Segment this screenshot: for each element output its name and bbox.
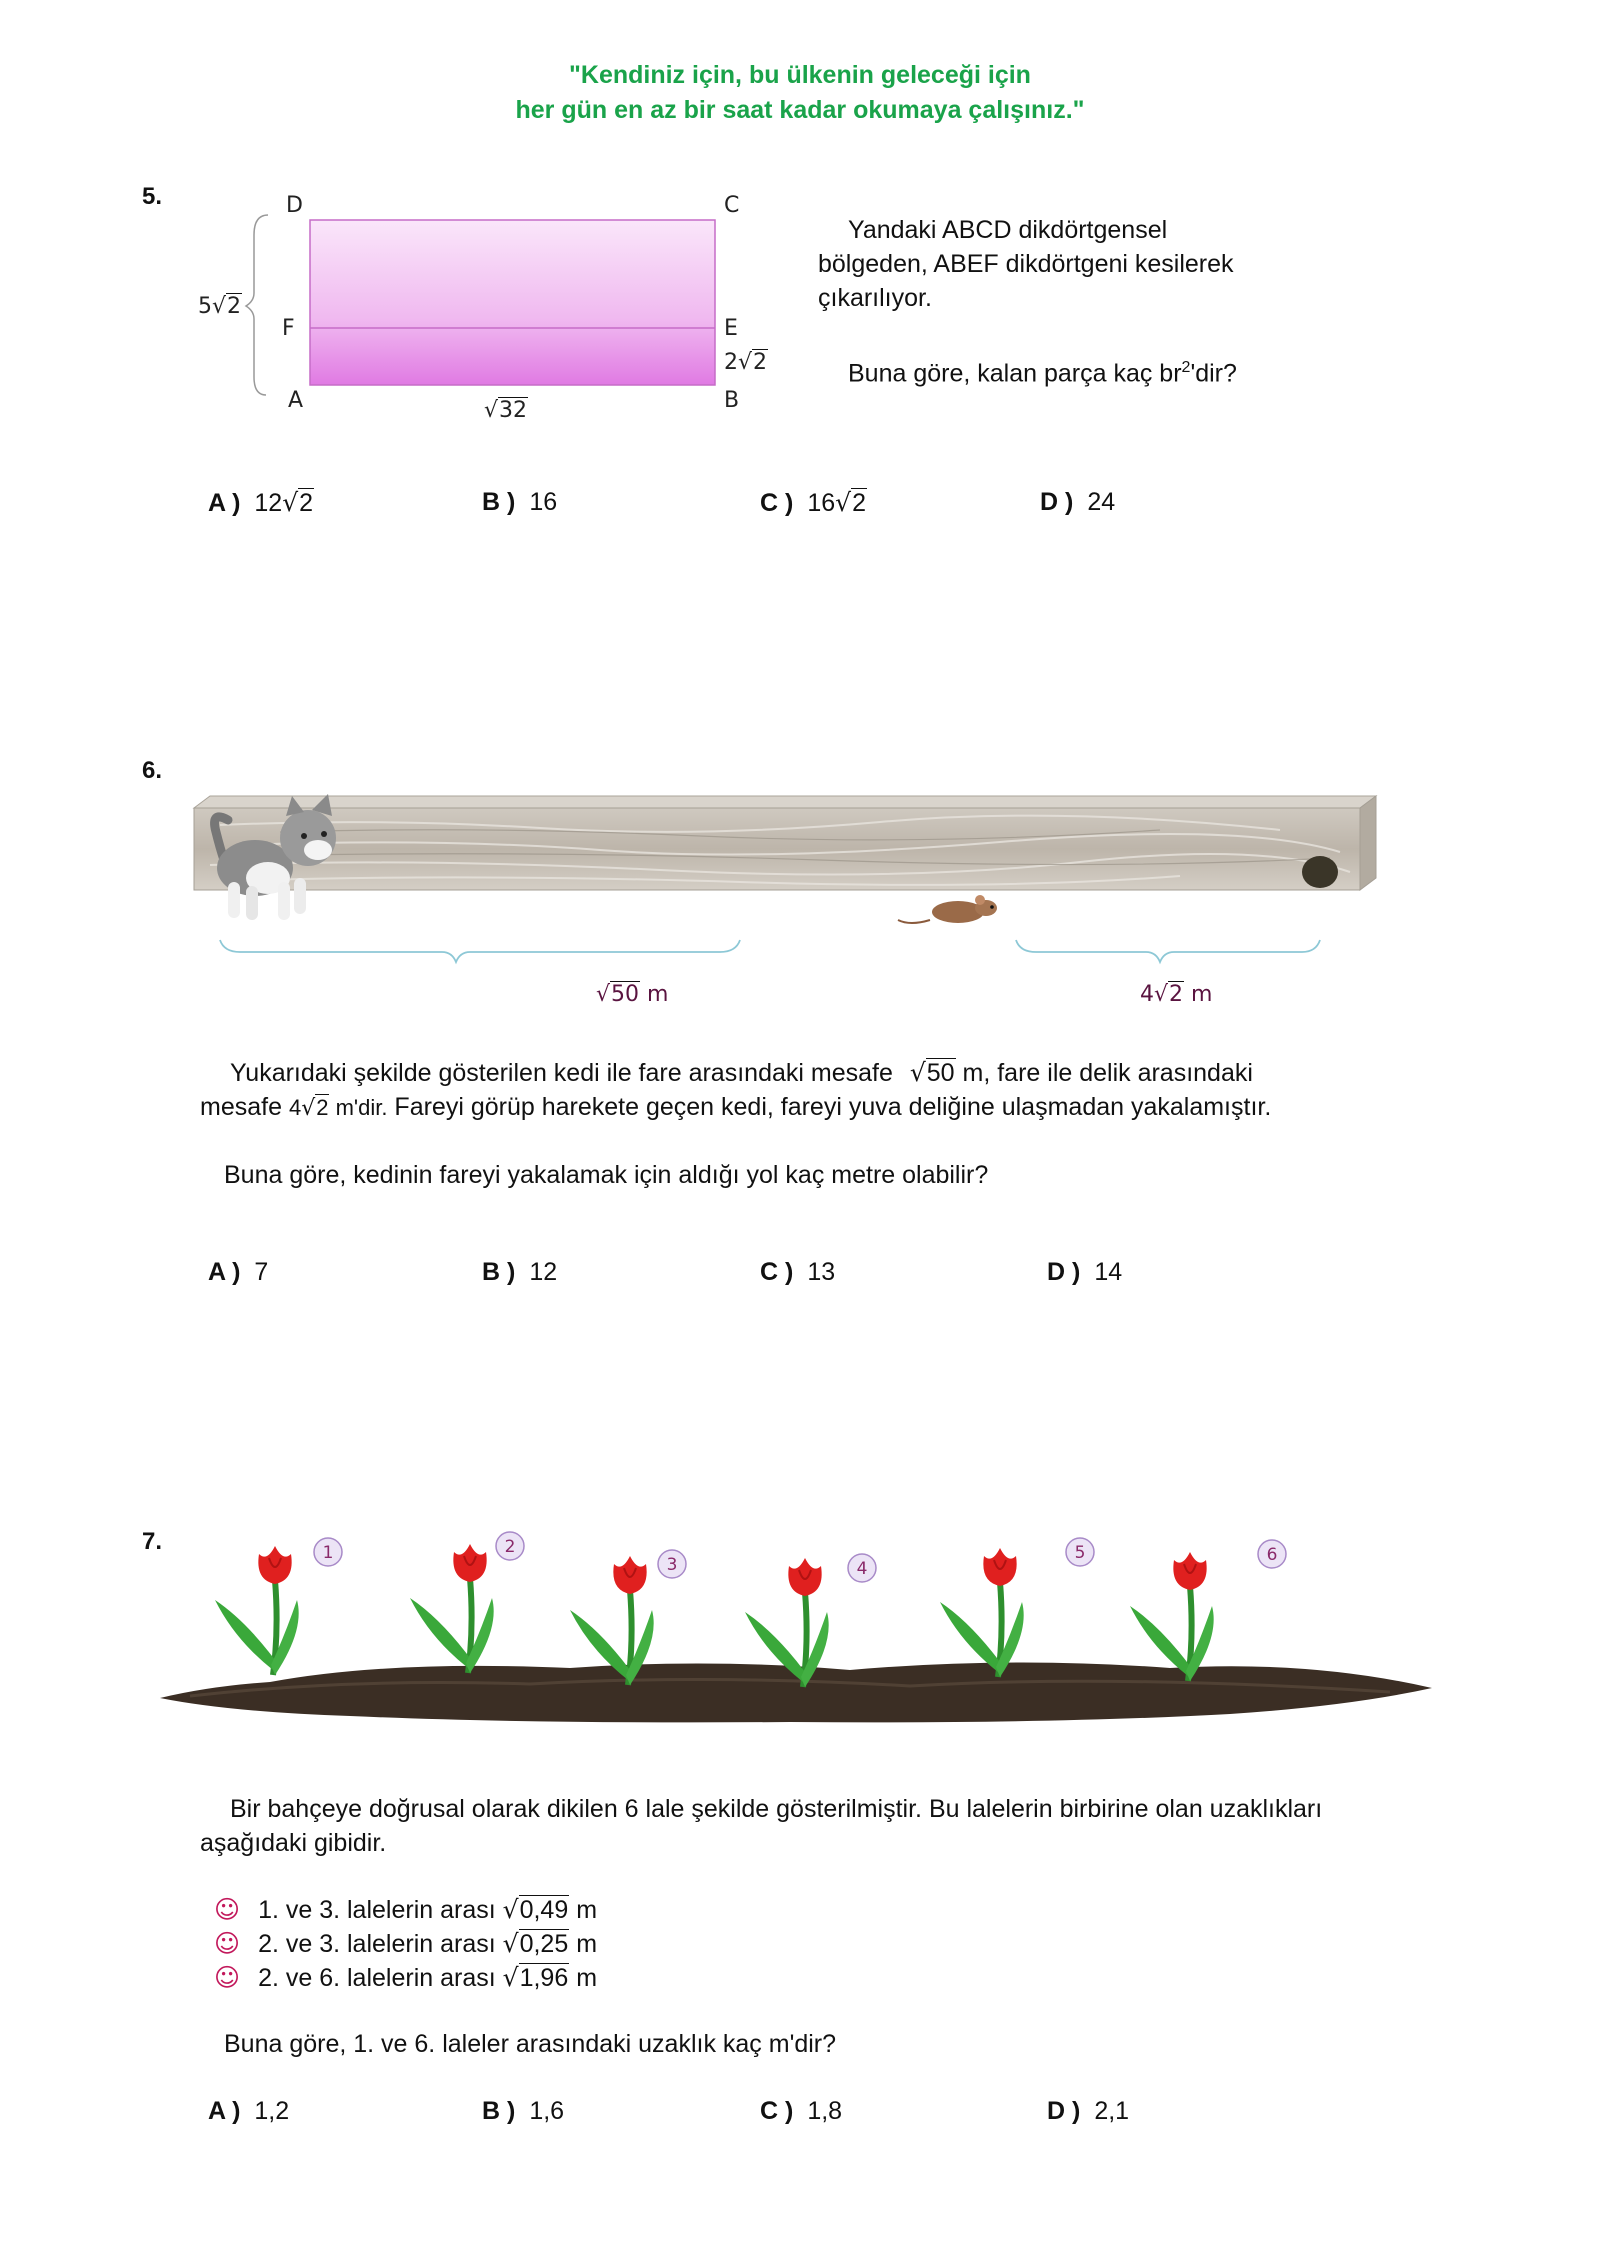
q7-line-1: Bir bahçeye doğrusal olarak dikilen 6 lale şekilde gösterilmiştir. Bu lalelerin birbirine olan uzaklıkları (230, 1795, 1323, 1823)
q7-option-b[interactable]: B ) 1,6 (482, 2097, 565, 2125)
tulip-number-label: 4 (856, 1559, 868, 1579)
q5-text-2: bölgeden, ABEF dikdörtgeni kesilerek (818, 250, 1234, 278)
label-a: A (288, 388, 304, 413)
distance-mouse-hole: 4√2 m (1140, 982, 1213, 1007)
mouse (898, 895, 997, 923)
cat-mouse-figure (180, 770, 1400, 1010)
tulip-5 (940, 1548, 1024, 1677)
label-e: E (724, 316, 738, 341)
q7-line-2: aşağıdaki gibidir. (200, 1829, 387, 1857)
question-5-number: 5. (142, 183, 163, 210)
tulip-number-4 (848, 1554, 876, 1582)
q6-line-1: Yukarıdaki şekilde gösterilen kedi ile fare arasındaki mesafe √50 m, fare ile delik arasındaki (230, 1058, 1253, 1087)
q6-option-b[interactable]: B ) 12 (482, 1258, 558, 1286)
left-brace (246, 215, 268, 395)
q5-option-b[interactable]: B ) 16 (482, 488, 558, 516)
tulip-number-6 (1258, 1540, 1286, 1568)
tulip-number-label: 6 (1266, 1545, 1278, 1565)
side-be-length: 2√2 (724, 350, 768, 375)
tulip-number-label: 2 (504, 1537, 516, 1557)
tulip-garden-figure (150, 1510, 1440, 1730)
distance-cat-mouse: √50 m (596, 982, 669, 1007)
q6-line-2: mesafe 4√2 m'dir. Fareyi görüp harekete geçen kedi, fareyi yuva deliğine ulaşmadan yakalamıştır. (200, 1093, 1272, 1121)
q5-option-d[interactable]: D ) 24 (1040, 488, 1116, 516)
tulip-number-label: 3 (666, 1555, 678, 1575)
q7-option-a[interactable]: A ) 1,2 (208, 2097, 290, 2125)
q5-option-c[interactable]: C ) 16√2 (760, 488, 866, 517)
q7-bullet-2: ☺ 2. ve 3. lalelerin arası √0,25 m (214, 1929, 598, 1958)
tulip-number-label: 5 (1074, 1543, 1086, 1563)
side-ad-length: 5√2 (198, 294, 242, 319)
tulip-1 (215, 1546, 299, 1675)
q5-text-1: Yandaki ABCD dikdörtgensel (848, 216, 1168, 244)
q5-text-3: çıkarılıyor. (818, 284, 932, 312)
q7-option-c[interactable]: C ) 1,8 (760, 2097, 843, 2125)
q6-option-d[interactable]: D ) 14 (1047, 1258, 1123, 1286)
tulips (215, 1532, 1286, 1687)
q5-option-a[interactable]: A ) 12√2 (208, 488, 314, 517)
label-d: D (286, 193, 303, 218)
tulip-number-1 (314, 1538, 342, 1566)
q5-question: Buna göre, kalan parça kaç $br^2'dir$? (848, 359, 1237, 388)
brace-mouse-hole (1016, 940, 1320, 962)
tulip-number-2 (496, 1532, 524, 1560)
q6-question: Buna göre, kedinin fareyi yakalamak için aldığı yol kaç metre olabilir? (224, 1161, 989, 1189)
tulip-number-3 (658, 1550, 686, 1578)
tulip-6 (1130, 1552, 1214, 1681)
question-6-number: 6. (142, 757, 163, 784)
q7-option-d[interactable]: D ) 2,1 (1047, 2097, 1130, 2125)
q7-bullet-3: ☺ 2. ve 6. lalelerin arası √1,96 m (214, 1963, 598, 1992)
tulip-2 (410, 1544, 494, 1673)
tulip-number-label: 1 (322, 1543, 334, 1563)
beam-top (194, 796, 1376, 808)
q7-bullet-1: ☺ 1. ve 3. lalelerin arası √0,49 m (214, 1895, 598, 1924)
q6-option-a[interactable]: A ) 7 (208, 1258, 269, 1286)
side-ab-length: √32 (484, 398, 528, 423)
mouse-hole (1302, 856, 1338, 888)
label-f: F (282, 316, 295, 341)
smiley-icon: ☺ (214, 1963, 241, 1992)
motto-line-1: "Kendiniz için, bu ülkenin geleceği için (569, 61, 1031, 89)
tulip-3 (570, 1556, 654, 1685)
rectangle-abcd (310, 220, 715, 385)
motto-line-2: her gün en az bir saat kadar okumaya çalışınız." (515, 96, 1085, 124)
tulip-number-5 (1066, 1538, 1094, 1566)
question-7-number: 7. (142, 1528, 163, 1555)
label-c: C (724, 193, 740, 218)
beam-end (1360, 796, 1376, 890)
brace-cat-mouse (220, 940, 740, 962)
smiley-icon: ☺ (214, 1929, 241, 1958)
label-b: B (724, 388, 740, 413)
smiley-icon: ☺ (214, 1895, 241, 1924)
q7-question: Buna göre, 1. ve 6. laleler arasındaki uzaklık kaç m'dir? (224, 2030, 837, 2058)
q6-option-c[interactable]: C ) 13 (760, 1258, 836, 1286)
